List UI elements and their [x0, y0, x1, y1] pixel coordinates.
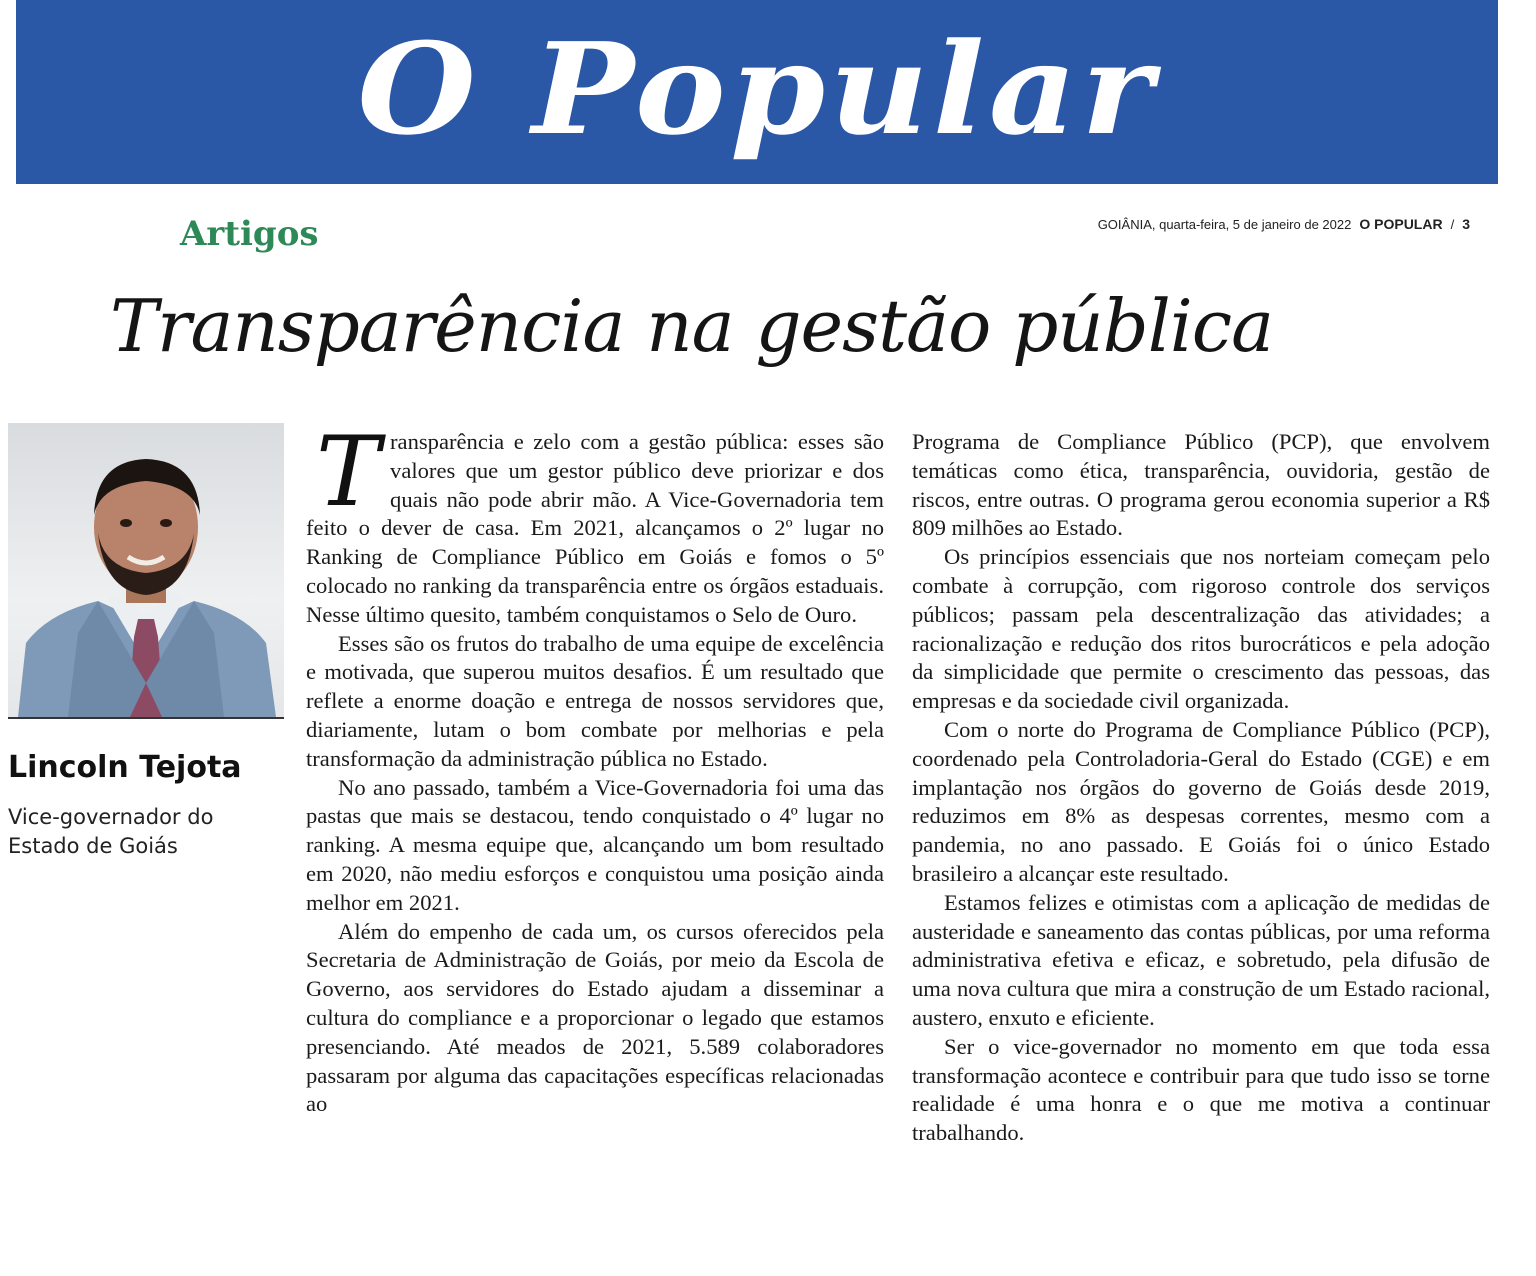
article-paragraph: Esses são os frutos do trabalho de uma equipe de excelência e motivada, que superou muitos desafios. É um resultado que reflete a enorme doação e entrega de nossos servidores que, diariamente, lutam o bom combate por melhorias e pela transformação da administração pública no Estado.: [306, 630, 884, 771]
section-label: Artigos: [180, 214, 319, 254]
drop-cap: T: [316, 416, 381, 528]
author-photo: [8, 423, 284, 719]
article-paragraph: Com o norte do Programa de Compliance Público (PCP), coordenado pela Controladoria-Geral do Estado (CGE) e em implantação nos órgãos do governo de Goiás desde 2019, reduzimos em 8% as despesas correntes, mesmo com a pandemia, no ano passado. E Goiás foi o único Estado brasileiro a alcançar este resultado.: [912, 716, 1490, 886]
author-name: Lincoln Tejota: [8, 750, 242, 785]
dateline-text: GOIÂNIA, quarta-feira, 5 de janeiro de 2022: [1097, 217, 1352, 232]
article-paragraph: Estamos felizes e otimistas com a aplicação de medidas de austeridade e saneamento das contas públicas, por uma reforma administrativa efetiva e eficaz, e sobretudo, pela difusão de uma nova cultura que mira a construção de um Estado racional, austero, enxuto e eficiente.: [912, 889, 1490, 1030]
author-portrait-image: [8, 423, 284, 717]
dateline-brand: O POPULAR: [1359, 216, 1443, 232]
masthead: [16, 0, 1498, 184]
article-paragraph: No ano passado, também a Vice-Governadoria foi uma das pastas que mais se destacou, tendo conquistado o 4º lugar no ranking. A mesma equipe que, alcançando um bom resultado em 2020, não mediu esforços e conquistou uma posição ainda melhor em 2021.: [306, 774, 884, 915]
dateline: [1098, 216, 1470, 232]
author-role: Vice-governador do Estado de Goiás: [8, 805, 214, 858]
article-paragraph: Programa de Compliance Público (PCP), que envolvem temáticas como ética, transparência, ouvidoria, gestão de riscos, entre outras. O programa gerou economia superior a R$ 809 milhões ao Estado.: [912, 429, 1490, 541]
article-headline: Transparência na gestão pública: [110, 284, 1274, 368]
article-column-1: [306, 416, 884, 1119]
article-paragraph: Transparência e zelo com a gestão pública: esses são valores que um gestor público deve priorizar e dos quais não pode abrir mão. A Vice-Governadoria tem feito o dever de casa. Em 2021, alcançamos o 2º lugar no Ranking de Compliance Público em Goiás e fomos o 5º colocado no ranking da transparência entre os órgãos estaduais. Nesse último quesito, também conquistamos o Selo de Ouro.: [306, 416, 884, 627]
article-paragraph: Os princípios essenciais que nos norteiam começam pelo combate à corrupção, com rigoroso controle dos serviços públicos; passam pela descentralização das atividades; a racionalização e redução dos ritos burocráticos e pela adoção da simplicidade que permite o crescimento das pessoas, das empresas e da sociedade civil organizada.: [912, 544, 1490, 714]
newspaper-logo: O Popular: [357, 15, 1157, 163]
article-paragraph: Além do empenho de cada um, os cursos oferecidos pela Secretaria de Administração de Goiás, por meio da Escola de Governo, aos servidores do Estado ajudam a disseminar a cultura do compliance e a proporcionar o legado que estamos presenciando. Até meados de 2021, 5.589 colaboradores passaram por alguma das capacitações específicas relacionadas ao: [306, 918, 884, 1117]
article-paragraph: Ser o vice-governador no momento em que toda essa transformação acontece e contribuir para que tudo isso se torne realidade é uma honra e o que me motiva a continuar trabalhando.: [912, 1033, 1490, 1146]
article-column-2: [912, 428, 1490, 1148]
page-number: 3: [1462, 216, 1470, 232]
dateline-separator: /: [1450, 217, 1455, 232]
